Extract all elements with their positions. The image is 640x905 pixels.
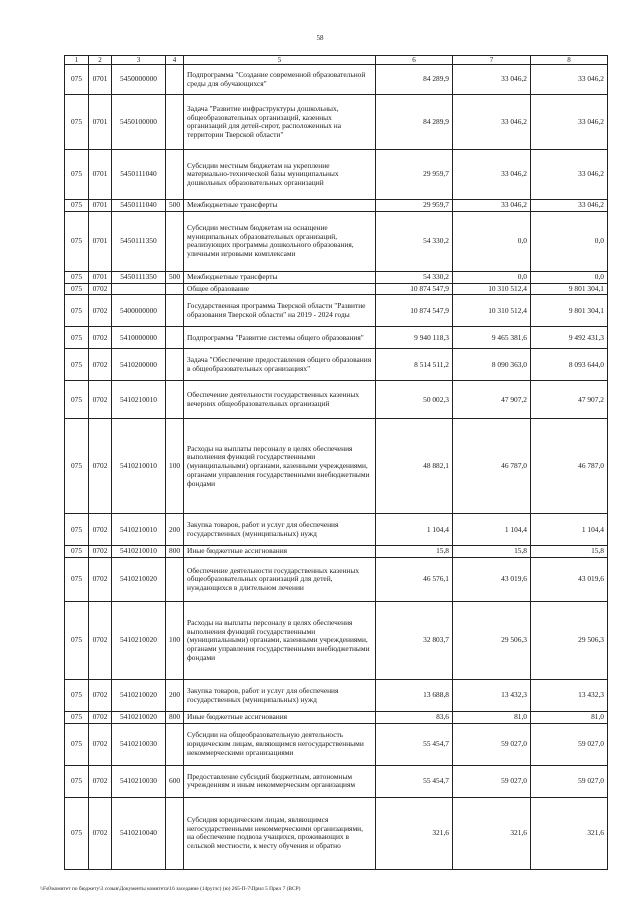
target-article-code: 5410210010	[112, 514, 166, 546]
expense-type-code	[166, 95, 184, 150]
row-description: Расходы на выплаты персоналу в целях обеспечения выполнения функций государственными (муниципальными) органами, казенными учреждениями, органами управления государственными внебюджетными фондами	[184, 419, 376, 514]
amount-col-7: 8 090 363,0	[453, 349, 531, 381]
expense-type-code: 800	[166, 712, 184, 724]
section-code: 0702	[89, 797, 112, 869]
table-row	[65, 602, 608, 680]
section-code: 0702	[89, 381, 112, 419]
row-description: Межбюджетные трансферты	[184, 271, 376, 283]
amount-col-7: 47 907,2	[453, 381, 531, 419]
row-description: Закупка товаров, работ и услуг для обеспечения государственных (муниципальных) нужд	[184, 514, 376, 546]
department-code: 075	[65, 211, 89, 271]
section-code: 0702	[89, 712, 112, 724]
department-code: 075	[65, 602, 89, 680]
amount-col-8: 9 492 431,3	[531, 327, 608, 349]
amount-col-6: 13 688,8	[376, 680, 453, 712]
expense-type-code	[166, 558, 184, 602]
amount-col-7: 29 506,3	[453, 602, 531, 680]
expense-type-code: 500	[166, 200, 184, 212]
expense-type-code	[166, 65, 184, 95]
expense-type-code: 200	[166, 680, 184, 712]
amount-col-8: 59 027,0	[531, 723, 608, 765]
table-row	[65, 419, 608, 514]
table-row	[65, 271, 608, 283]
amount-col-8: 33 046,2	[531, 200, 608, 212]
department-code: 075	[65, 546, 89, 558]
target-article-code: 5410000000	[112, 327, 166, 349]
amount-col-7: 46 787,0	[453, 419, 531, 514]
department-code: 075	[65, 65, 89, 95]
target-article-code: 5400000000	[112, 295, 166, 327]
amount-col-7: 33 046,2	[453, 200, 531, 212]
amount-col-8: 59 027,0	[531, 765, 608, 797]
amount-col-7: 43 019,6	[453, 558, 531, 602]
target-article-code: 5410210020	[112, 712, 166, 724]
section-code: 0702	[89, 602, 112, 680]
amount-col-8: 47 907,2	[531, 381, 608, 419]
section-code: 0701	[89, 150, 112, 200]
amount-col-8: 46 787,0	[531, 419, 608, 514]
expense-type-code: 100	[166, 602, 184, 680]
table-row	[65, 514, 608, 546]
amount-col-6: 54 330,2	[376, 271, 453, 283]
expense-type-code: 800	[166, 546, 184, 558]
amount-col-8: 1 104,4	[531, 514, 608, 546]
row-description: Иные бюджетные ассигнования	[184, 712, 376, 724]
header-col-6: 6	[376, 56, 453, 65]
target-article-code: 5410210010	[112, 381, 166, 419]
amount-col-8: 13 432,3	[531, 680, 608, 712]
section-code: 0702	[89, 283, 112, 295]
amount-col-8: 0,0	[531, 271, 608, 283]
section-code: 0702	[89, 327, 112, 349]
target-article-code: 5410210010	[112, 546, 166, 558]
row-description: Общее образование	[184, 283, 376, 295]
amount-col-6: 1 104,4	[376, 514, 453, 546]
amount-col-7: 10 310 512,4	[453, 283, 531, 295]
row-description: Задача "Обеспечение предоставления общего образования в общеобразовательных организациях"	[184, 349, 376, 381]
row-description: Государственная программа Тверской области "Развитие образования Тверской области" на 2019 - 2024 годы	[184, 295, 376, 327]
target-article-code: 5450111350	[112, 211, 166, 271]
department-code: 075	[65, 797, 89, 869]
row-description: Субсидии на общеобразовательную деятельность юридическим лицам, являющимся негосударственными некоммерческими организациями	[184, 723, 376, 765]
section-code: 0702	[89, 723, 112, 765]
amount-col-7: 0,0	[453, 211, 531, 271]
amount-col-6: 48 882,1	[376, 419, 453, 514]
table-row	[65, 150, 608, 200]
section-code: 0702	[89, 349, 112, 381]
expense-type-code	[166, 349, 184, 381]
section-code: 0702	[89, 514, 112, 546]
amount-col-8: 8 093 644,0	[531, 349, 608, 381]
header-col-2: 2	[89, 56, 112, 65]
amount-col-6: 321,6	[376, 797, 453, 869]
target-article-code: 5410210040	[112, 797, 166, 869]
expense-type-code: 100	[166, 419, 184, 514]
table-row	[65, 349, 608, 381]
amount-col-6: 32 803,7	[376, 602, 453, 680]
amount-col-6: 84 289,9	[376, 95, 453, 150]
row-description: Обеспечение деятельности государственных казенных общеобразовательных организаций для детей, нуждающихся в длительном лечении	[184, 558, 376, 602]
amount-col-8: 321,6	[531, 797, 608, 869]
section-code: 0702	[89, 680, 112, 712]
row-description: Предоставление субсидий бюджетным, автономным учреждениям и иным некоммерческим организациям	[184, 765, 376, 797]
expense-type-code	[166, 723, 184, 765]
amount-col-7: 9 465 381,6	[453, 327, 531, 349]
amount-col-6: 10 874 547,9	[376, 295, 453, 327]
header-col-1: 1	[65, 56, 89, 65]
amount-col-7: 1 104,4	[453, 514, 531, 546]
row-description: Межбюджетные трансферты	[184, 200, 376, 212]
amount-col-8: 9 801 304,1	[531, 283, 608, 295]
amount-col-6: 29 959,7	[376, 150, 453, 200]
header-row	[65, 56, 608, 65]
amount-col-7: 59 027,0	[453, 723, 531, 765]
amount-col-7: 0,0	[453, 271, 531, 283]
row-description: Задача "Развитие инфраструктуры дошкольных, общеобразовательных организаций, казенных организаций для детей-сирот, расположенных на территории Тверской области"	[184, 95, 376, 150]
department-code: 075	[65, 327, 89, 349]
amount-col-6: 29 959,7	[376, 200, 453, 212]
amount-col-8: 0,0	[531, 211, 608, 271]
amount-col-7: 10 310 512,4	[453, 295, 531, 327]
section-code: 0701	[89, 65, 112, 95]
target-article-code: 5410210020	[112, 558, 166, 602]
row-description: Субсидия юридическим лицам, являющимся негосударственными некоммерческими организациями, на обеспечение подвоза учащихся, проживающих в сельской местности, к месту обучения и обратно	[184, 797, 376, 869]
table-row	[65, 765, 608, 797]
target-article-code: 5410200000	[112, 349, 166, 381]
expense-type-code	[166, 211, 184, 271]
target-article-code: 5450000000	[112, 65, 166, 95]
amount-col-8: 43 019,6	[531, 558, 608, 602]
table-row	[65, 723, 608, 765]
expense-type-code	[166, 150, 184, 200]
department-code: 075	[65, 723, 89, 765]
target-article-code: 5410210010	[112, 419, 166, 514]
amount-col-6: 15,8	[376, 546, 453, 558]
amount-col-7: 33 046,2	[453, 150, 531, 200]
table-row	[65, 546, 608, 558]
department-code: 075	[65, 765, 89, 797]
expense-type-code: 600	[166, 765, 184, 797]
section-code: 0702	[89, 765, 112, 797]
department-code: 075	[65, 349, 89, 381]
department-code: 075	[65, 295, 89, 327]
department-code: 075	[65, 680, 89, 712]
amount-col-8: 81,0	[531, 712, 608, 724]
section-code: 0702	[89, 419, 112, 514]
amount-col-8: 33 046,2	[531, 95, 608, 150]
department-code: 075	[65, 514, 89, 546]
amount-col-6: 9 940 118,3	[376, 327, 453, 349]
expense-type-code	[166, 327, 184, 349]
table-row	[65, 680, 608, 712]
department-code: 075	[65, 200, 89, 212]
row-description: Подпрограмма "Развитие системы общего образования"	[184, 327, 376, 349]
table-row	[65, 327, 608, 349]
department-code: 075	[65, 419, 89, 514]
amount-col-6: 46 576,1	[376, 558, 453, 602]
table-row	[65, 95, 608, 150]
amount-col-8: 9 801 304,1	[531, 295, 608, 327]
table-body	[65, 65, 608, 870]
amount-col-7: 15,8	[453, 546, 531, 558]
header-col-8: 8	[531, 56, 608, 65]
table-row	[65, 797, 608, 869]
expense-type-code	[166, 797, 184, 869]
row-description: Субсидии местным бюджетам на оснащение муниципальных образовательных организаций, реализующих программы дошкольного образования, уличными игровыми комплексами	[184, 211, 376, 271]
department-code: 075	[65, 558, 89, 602]
expense-type-code	[166, 381, 184, 419]
page-number: 58	[316, 34, 324, 42]
header-col-4: 4	[166, 56, 184, 65]
header-col-7: 7	[453, 56, 531, 65]
department-code: 075	[65, 95, 89, 150]
target-article-code: 5450111040	[112, 200, 166, 212]
header-col-5: 5	[184, 56, 376, 65]
table-row	[65, 381, 608, 419]
section-code: 0702	[89, 546, 112, 558]
amount-col-7: 59 027,0	[453, 765, 531, 797]
amount-col-8: 29 506,3	[531, 602, 608, 680]
section-code: 0701	[89, 271, 112, 283]
table-row	[65, 558, 608, 602]
amount-col-7: 81,0	[453, 712, 531, 724]
section-code: 0702	[89, 295, 112, 327]
expense-type-code: 500	[166, 271, 184, 283]
amount-col-7: 13 432,3	[453, 680, 531, 712]
section-code: 0702	[89, 558, 112, 602]
amount-col-8: 33 046,2	[531, 150, 608, 200]
target-article-code	[112, 283, 166, 295]
amount-col-6: 83,6	[376, 712, 453, 724]
footer-path: \\Fs0\комитет по бюджету\3 созыв\Документы комитета\16 заседание (14руглс) (ю) 265-П-7\Прил 5 Прил 7 (ВСР)	[40, 886, 301, 892]
section-code: 0701	[89, 211, 112, 271]
budget-table	[64, 55, 608, 870]
expense-type-code	[166, 295, 184, 327]
department-code: 075	[65, 271, 89, 283]
amount-col-6: 84 289,9	[376, 65, 453, 95]
target-article-code: 5450100000	[112, 95, 166, 150]
amount-col-7: 33 046,2	[453, 65, 531, 95]
target-article-code: 5410210030	[112, 765, 166, 797]
expense-type-code: 200	[166, 514, 184, 546]
row-description: Субсидии местным бюджетам на укрепление материально-технической базы муниципальных дошкольных образовательных организаций	[184, 150, 376, 200]
department-code: 075	[65, 150, 89, 200]
target-article-code: 5450111040	[112, 150, 166, 200]
amount-col-7: 321,6	[453, 797, 531, 869]
target-article-code: 5410210020	[112, 680, 166, 712]
table-row	[65, 295, 608, 327]
table-row	[65, 712, 608, 724]
amount-col-6: 10 874 547,9	[376, 283, 453, 295]
department-code: 075	[65, 283, 89, 295]
amount-col-6: 54 330,2	[376, 211, 453, 271]
row-description: Иные бюджетные ассигнования	[184, 546, 376, 558]
amount-col-8: 33 046,2	[531, 65, 608, 95]
amount-col-6: 55 454,7	[376, 723, 453, 765]
amount-col-6: 8 514 511,2	[376, 349, 453, 381]
row-description: Обеспечение деятельности государственных казенных вечерних общеобразовательных организаций	[184, 381, 376, 419]
amount-col-7: 33 046,2	[453, 95, 531, 150]
section-code: 0701	[89, 95, 112, 150]
table-row	[65, 65, 608, 95]
target-article-code: 5410210020	[112, 602, 166, 680]
amount-col-6: 50 002,3	[376, 381, 453, 419]
header-col-3: 3	[112, 56, 166, 65]
section-code: 0701	[89, 200, 112, 212]
department-code: 075	[65, 712, 89, 724]
row-description: Закупка товаров, работ и услуг для обеспечения государственных (муниципальных) нужд	[184, 680, 376, 712]
amount-col-8: 15,8	[531, 546, 608, 558]
department-code: 075	[65, 381, 89, 419]
target-article-code: 5410210030	[112, 723, 166, 765]
table-row	[65, 200, 608, 212]
table-row	[65, 211, 608, 271]
amount-col-6: 55 454,7	[376, 765, 453, 797]
table-row	[65, 283, 608, 295]
expense-type-code	[166, 283, 184, 295]
row-description: Подпрограмма "Создание современной образовательной среды для обучающихся"	[184, 65, 376, 95]
row-description: Расходы на выплаты персоналу в целях обеспечения выполнения функций государственными (муниципальными) органами, казенными учреждениями, органами управления государственными внебюджетными фондами	[184, 602, 376, 680]
target-article-code: 5450111350	[112, 271, 166, 283]
